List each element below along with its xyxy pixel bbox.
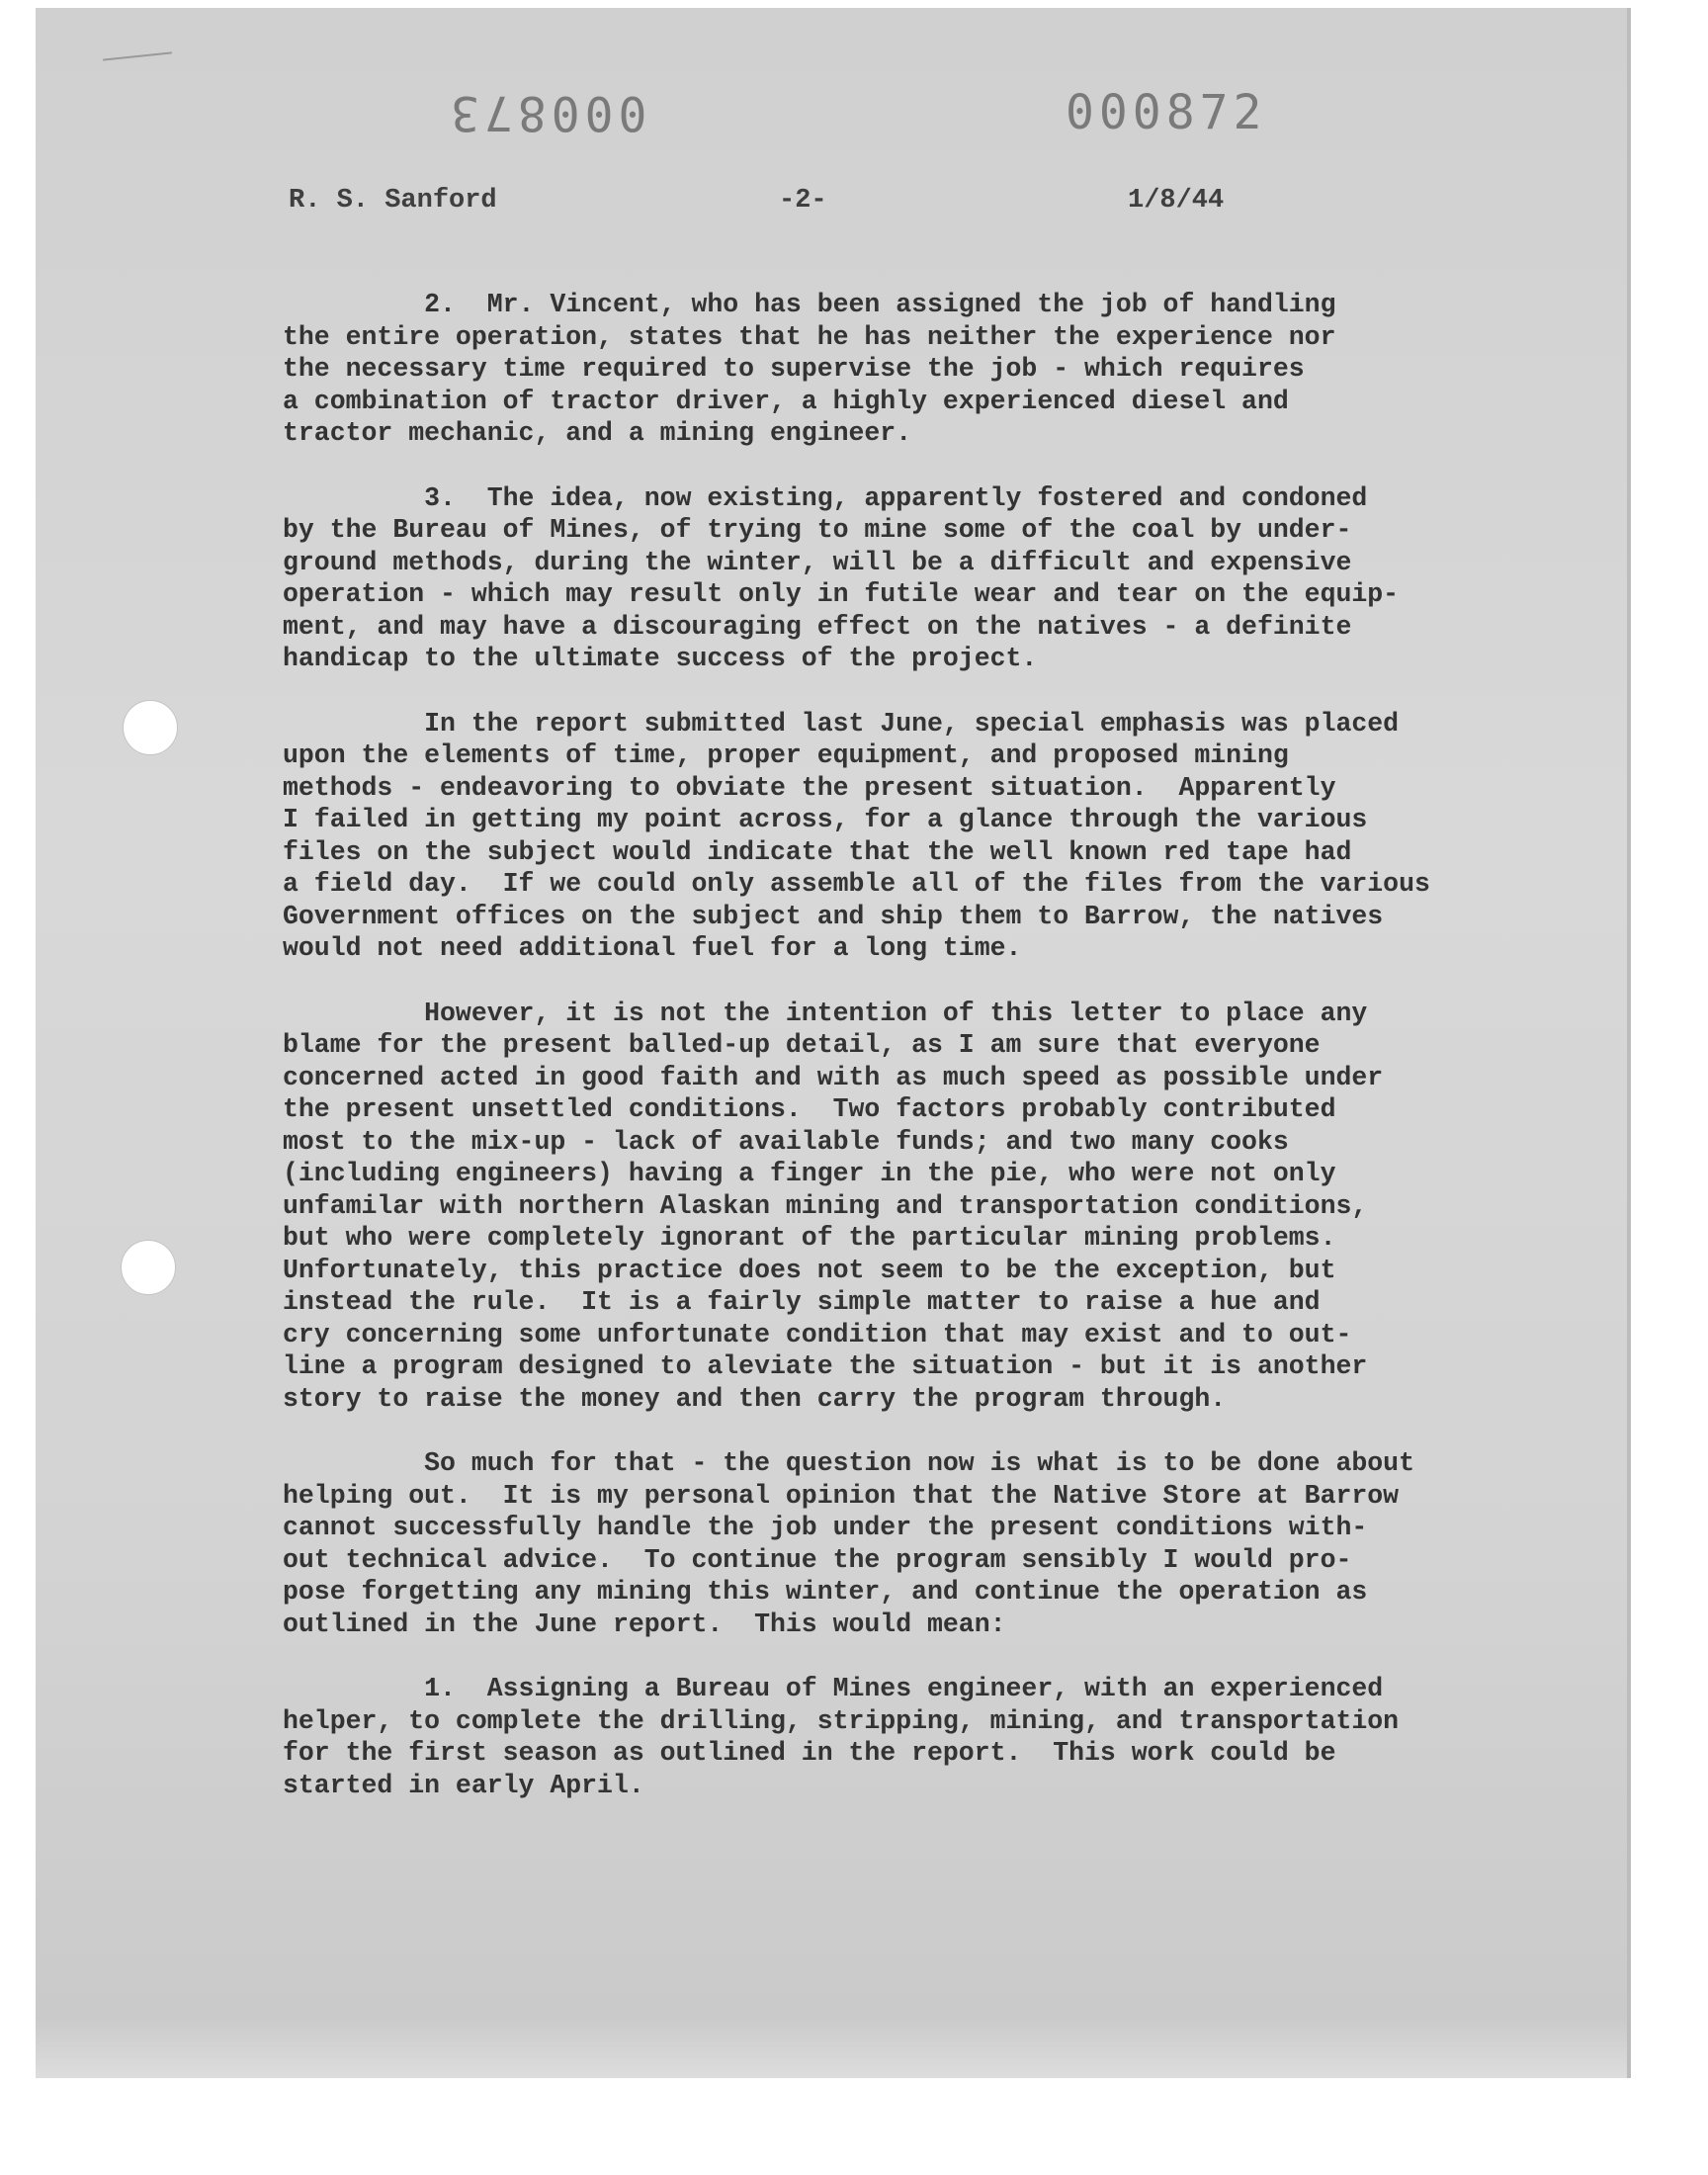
- letter-date: 1/8/44: [1128, 186, 1225, 216]
- page-number: -2-: [779, 186, 827, 216]
- paragraph-assignment-1: 1. Assigning a Bureau of Mines engineer, with an experienced helper, to complete the drilling, stripping, mining, and transportation for the first season as outlined in the report. This work could be started in early April.: [283, 1674, 1400, 1800]
- paragraph-proposal: So much for that - the question now is what is to be done about helping out. It is my personal opinion that the Native Store at Barrow cannot successfully handle the job under the present conditions with- out technical advice. To continue the program sensibly I would pro- pose forgetting any mining this winter, and continue the operation as outlined in the June report. This would mean:: [283, 1448, 1414, 1639]
- punch-hole-bottom: [121, 1240, 176, 1295]
- letter-recipient: R. S. Sanford: [289, 186, 497, 216]
- document-page: [36, 8, 1631, 2078]
- paragraph-intention: However, it is not the intention of this letter to place any blame for the present balled-up detail, as I am sure that everyone concerned acted in good faith and with as much speed as possible under the present unsettled conditions. Two factors probably contributed most to the mix-up - lack of available funds; and two many cooks (including engineers) having a finger in the pie, who were not only unfamilar with northern Alaskan mining and transportation conditions, but who were completely ignorant of the particular mining problems. Unfortunately, this practice does not seem to be the exception, but instead the rule. It is a fairly simple matter to raise a hue and cry concerning some unfortunate condition that may exist and to out- line a program designed to aleviate the situation - but it is another story to raise the money and then carry the program through.: [283, 998, 1384, 1414]
- letter-body: [283, 289, 1518, 1834]
- paragraph-june-report: In the report submitted last June, special emphasis was placed upon the elements of time, proper equipment, and proposed mining methods - endeavoring to obviate the present situation. Apparently I failed in getting my point across, for a glance through the various files on the subject would indicate that the well known red tape had a field day. If we could only assemble all of the files from the various Government offices on the subject and ship them to Barrow, the natives would not need additional fuel for a long time.: [283, 708, 1430, 963]
- document-number-stamp: 000872: [1066, 85, 1267, 140]
- paragraph-item-2: 2. Mr. Vincent, who has been assigned the job of handling the entire operation, states that he has neither the experience nor the necessary time required to supervise the job - which requires a combination of tractor driver, a highly experienced diesel and tractor mechanic, and a mining engineer.: [283, 290, 1336, 448]
- scan-margin: [0, 2076, 1708, 2175]
- pencil-mark: [103, 51, 172, 60]
- document-number-stamp-inverted: 000873: [446, 85, 647, 140]
- punch-hole-top: [123, 700, 178, 755]
- paragraph-item-3: 3. The idea, now existing, apparently fostered and condoned by the Bureau of Mines, of trying to mine some of the coal by under- ground methods, during the winter, will be a difficult and expensive operation - which may result only in futile wear and tear on the equip- ment, and may have a discouraging effect on the natives - a definite handicap to the ultimate success of the project.: [283, 482, 1400, 673]
